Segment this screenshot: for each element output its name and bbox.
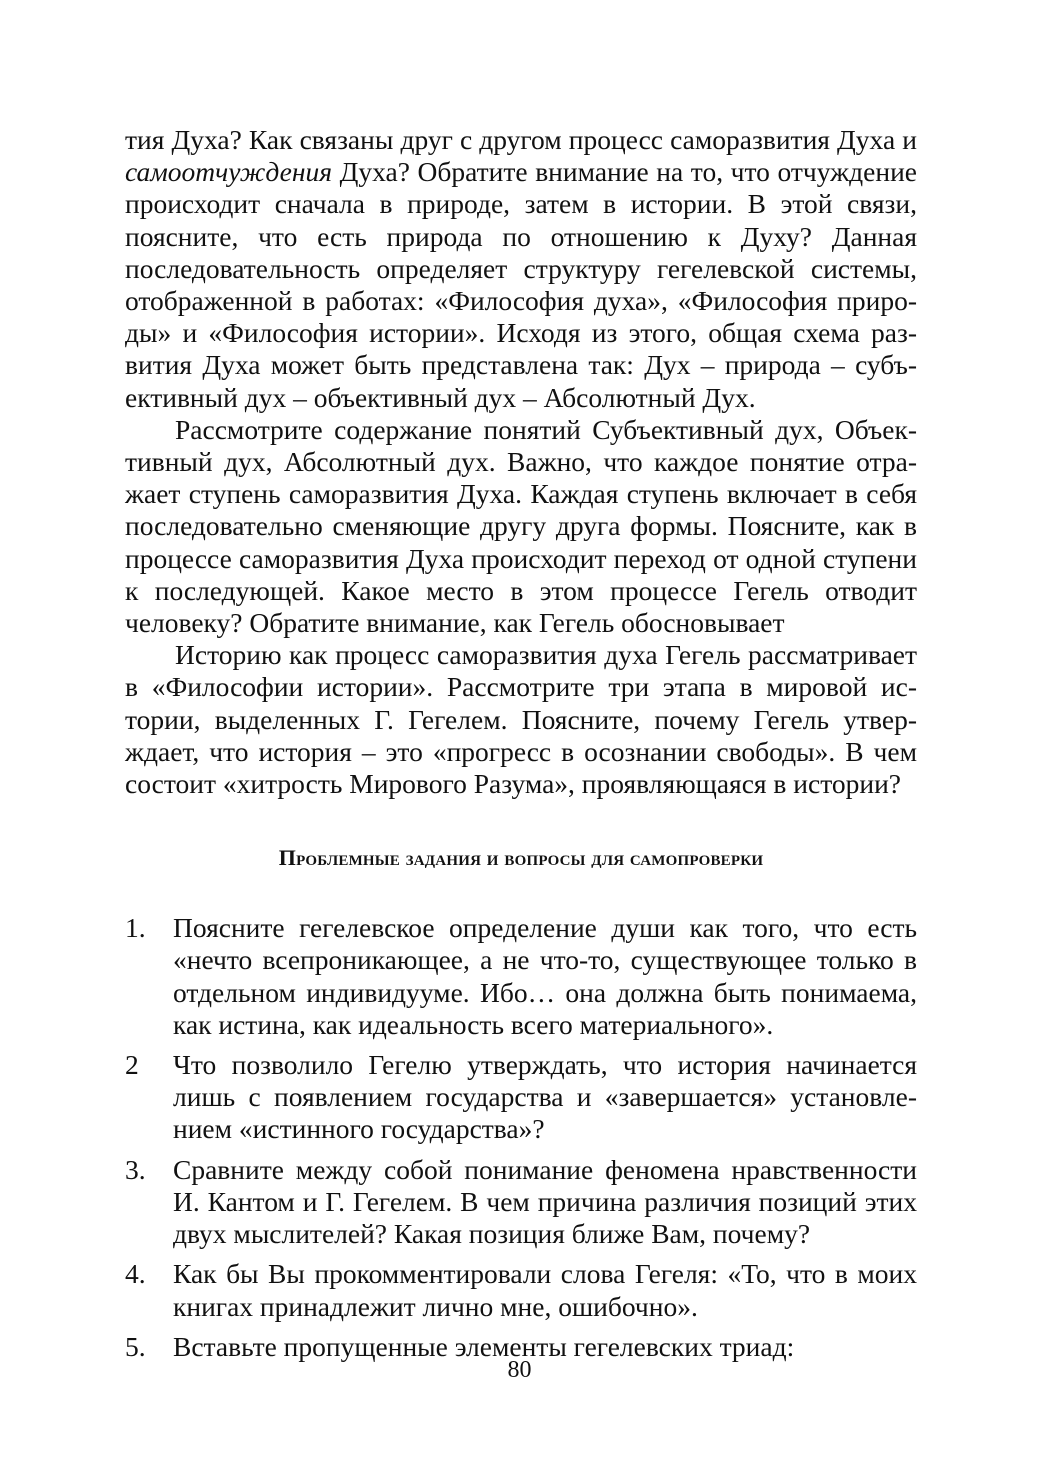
list-item-number: 2 (125, 1049, 139, 1081)
list-item-text: Сравните между собой понимание феномена нравственности И. Кантом и Г. Гегелем. В чем причина различия позиций этих двух мыслителей? Какая позиция ближе Вам, почему? (173, 1153, 917, 1250)
paragraph-1 (125, 124, 917, 414)
paragraph-3: Историю как процесс саморазвития духа Гегель рассматривает в «Философии истории». Рассмотрите три этапа в мировой истории, выделенных Г. Гегелем. Поясните, почему Гегель утверждает, что история – это «прогресс в осознании свободы». В чем состоит «хитрость Мирового Разума», проявляющаяся в истории? (125, 639, 917, 800)
page-body (125, 124, 917, 1371)
page-number: 80 (507, 1357, 532, 1383)
section-heading: Проблемные задания и вопросы для самопроверки (278, 845, 764, 871)
list-item-number: 1. (125, 912, 146, 944)
paragraph-1-rest: Духа? Обратите внимание на то, что отчуждение происходит сначала в природе, затем в истории. В этой связи, поясните, что есть природа по отношению к Духу? Данная последовательность определяет структуру гегелевской системы, отображенной в работах: «Философия духа», «Философия природы» и «Философия истории». Исходя из этого, общая схема развития Духа может быть представлена так: Дух – природа – субъективный дух – объективный дух – Абсолютный Дух. (125, 156, 917, 413)
list-item-text: Что позволило Гегелю утверждать, что история начинается лишь с появлением государства и «завершается» установлением «истинного государства»? (173, 1049, 917, 1145)
list-item-text: Поясните гегелевское определение души как того, что есть «нечто всепроникающее, а не что-то, существующее только в отдельном индивидууме. Ибо… она должна быть понимаема, как истина, как идеальность всего материального». (173, 912, 917, 1040)
list-item (125, 1049, 917, 1146)
list-item (125, 1258, 917, 1322)
list-item-number: 5. (125, 1330, 146, 1362)
list-item (125, 912, 917, 1041)
paragraph-1-start: тия Духа? Как связаны друг с другом процесс саморазвития Духа и (125, 124, 917, 155)
list-item (125, 1154, 917, 1251)
list-item-text: Вставьте пропущенные элементы гегелевских триад: (173, 1330, 795, 1362)
list-item-number: 3. (125, 1153, 146, 1185)
questions-list (125, 912, 917, 1363)
paragraph-2: Рассмотрите содержание понятий Субъективный дух, Объективный дух, Абсолютный дух. Важно, что каждое понятие отражает ступень саморазвития Духа. Каждая ступень включает в себя последовательно сменяющие другу друга формы. Поясните, как в процессе саморазвития Духа происходит переход от одной ступени к последующей. Какое место в этом процессе Гегель отводит человеку? Обратите внимание, как Гегель обосновывает (125, 413, 917, 639)
list-item-number: 4. (125, 1258, 146, 1290)
paragraph-1-italic-term: самоотчуждения (125, 156, 333, 188)
list-item-text: Как бы Вы прокомментировали слова Гегеля: «То, что в моих книгах принадлежит лично мне, ошибочно». (173, 1258, 917, 1322)
